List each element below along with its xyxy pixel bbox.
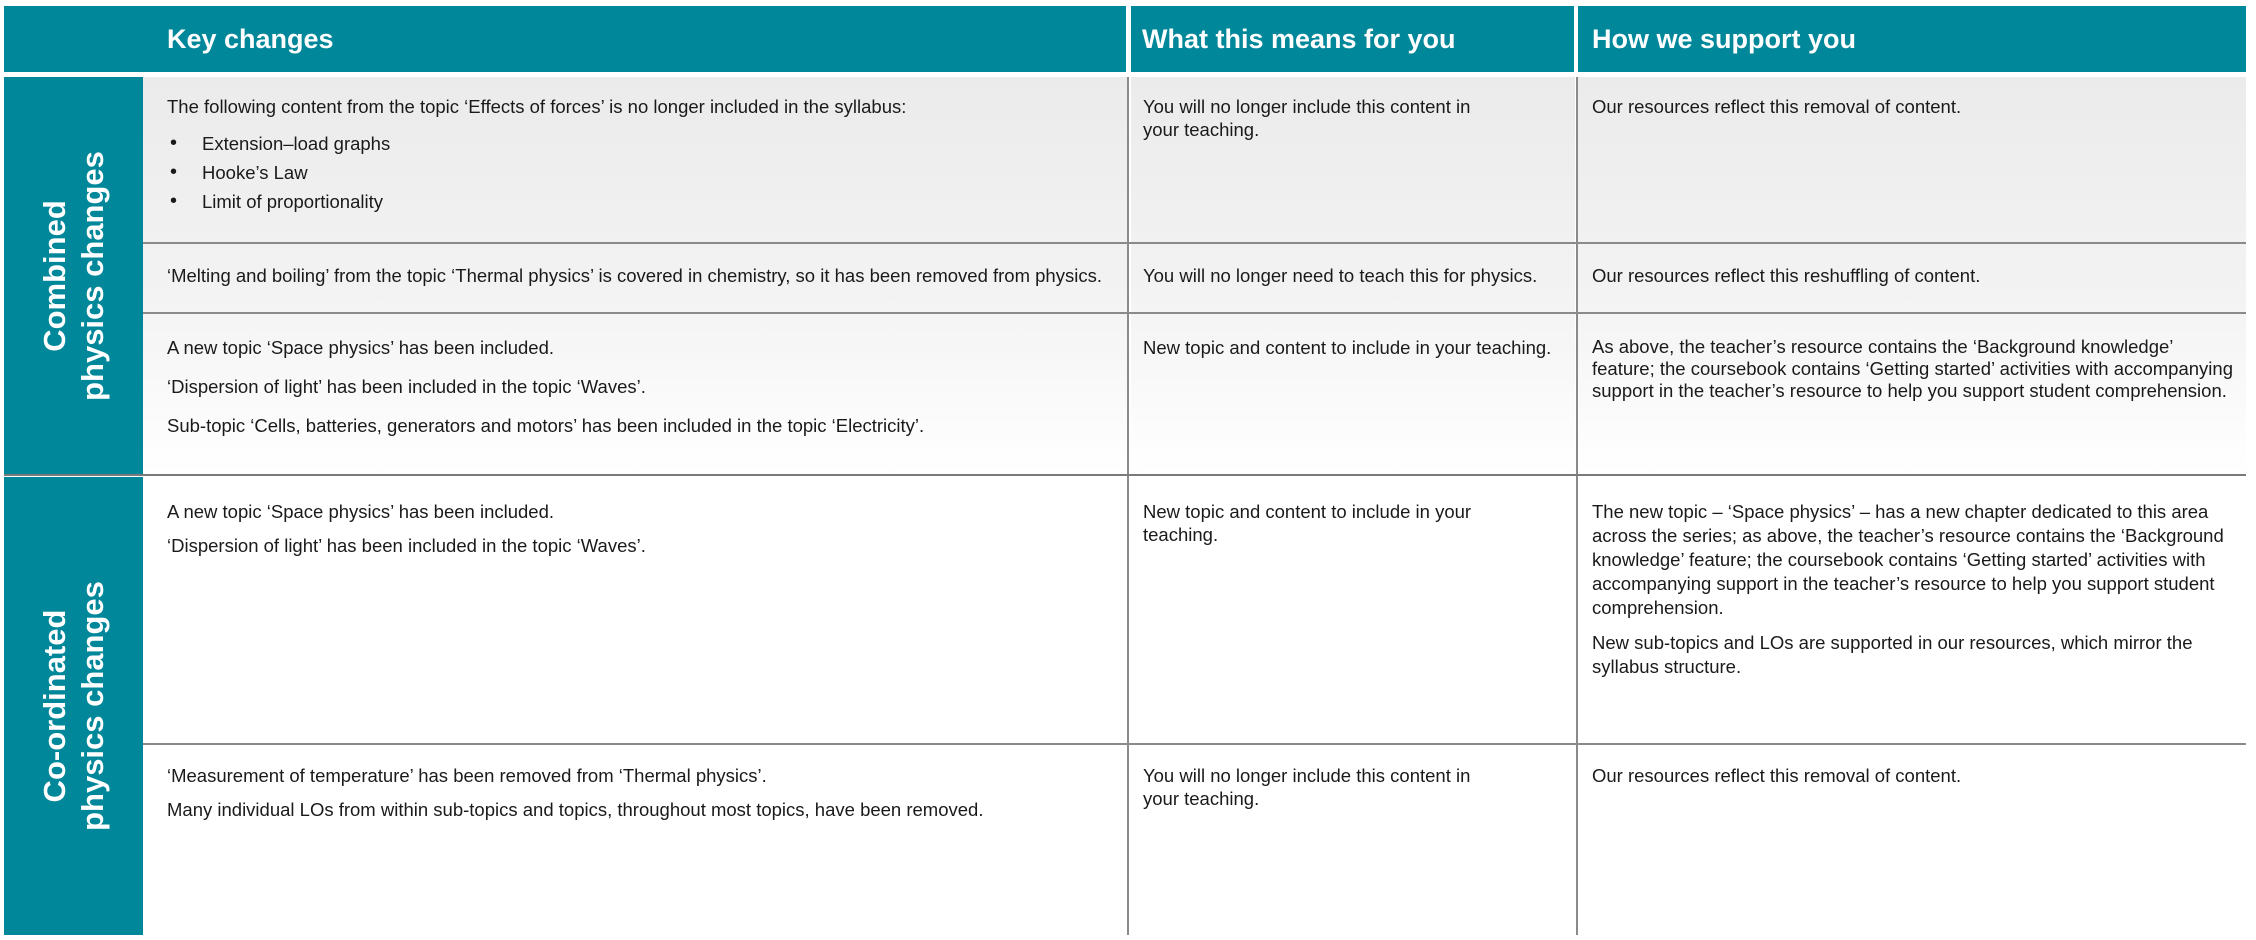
header-how-we-support-label: How we support you	[1592, 23, 1857, 54]
coordinated-row2-paragraph: ‘Measurement of temperature’ has been removed from ‘Thermal physics’.	[167, 765, 767, 786]
combined-row2-support-text: Our resources reflect this reshuffling of content.	[1592, 265, 1981, 286]
coordinated-row2-key-changes	[167, 764, 1122, 836]
combined-row1-means-text: You will no longer include this content in your teaching.	[1143, 96, 1471, 140]
combined-row1-intro: The following content from the topic ‘Effects of forces’ is no longer included in the syllabus:	[167, 96, 907, 117]
combined-row3-how-we-support	[1592, 336, 2238, 417]
coordinated-row2-support-text: Our resources reflect this removal of content.	[1592, 765, 1962, 786]
section-label-combined-line2: physics changes	[74, 151, 110, 401]
combined-row1-bullet-list	[167, 132, 1117, 213]
combined-row1-key-changes	[167, 95, 1117, 219]
coordinated-row1-paragraph: A new topic ‘Space physics’ has been included.	[167, 501, 555, 522]
combined-row3-means-text: New topic and content to include in your teaching.	[1143, 337, 1552, 358]
row-divider-section	[4, 474, 2246, 476]
bullet-item: • Extension–load graphs	[167, 132, 1117, 155]
header-what-this-means-label: What this means for you	[1142, 23, 1456, 54]
column-divider-2-line	[1576, 77, 1578, 935]
coordinated-row2-paragraph: Many individual LOs from within sub-topics and topics, throughout most topics, have been removed.	[167, 799, 984, 820]
coordinated-row1-key-changes	[167, 500, 1122, 572]
row-divider-1	[143, 242, 2246, 244]
combined-row1-what-this-means	[1143, 95, 1503, 156]
section-label-coordinated-line2: physics changes	[74, 581, 110, 831]
bullet-item: • Limit of proportionality	[167, 190, 1117, 213]
combined-row3-support-text: As above, the teacher’s resource contains the ‘Background knowledge’ feature; the coursebook contains ‘Getting started’ activities with accompanying support in the teacher’s resource to help you support student comprehension.	[1592, 336, 2233, 401]
coordinated-row2-how-we-support	[1592, 764, 2232, 802]
combined-row3-paragraph: ‘Dispersion of light’ has been included in the topic ‘Waves’.	[167, 376, 646, 397]
combined-row3-paragraph: Sub-topic ‘Cells, batteries, generators and motors’ has been included in the topic ‘Electricity’.	[167, 415, 925, 436]
combined-row1-support-text: Our resources reflect this removal of content.	[1592, 96, 1962, 117]
section-label-coordinated	[4, 477, 143, 935]
row-divider-2	[143, 312, 2246, 314]
coordinated-row1-how-we-support	[1592, 500, 2238, 694]
combined-row2-what-this-means	[1143, 264, 1568, 302]
combined-row2-key-changes	[167, 264, 1122, 302]
coordinated-row1-support-paragraph: New sub-topics and LOs are supported in our resources, which mirror the syllabus structure.	[1592, 632, 2193, 677]
header-key-changes-label: Key changes	[167, 23, 334, 54]
combined-row3-key-changes	[167, 336, 1122, 452]
coordinated-row1-support-paragraph: The new topic – ‘Space physics’ – has a new chapter dedicated to this area across the series; as above, the teacher’s resource contains the ‘Background knowledge’ feature; the coursebook contains ‘Getting started’ activities with accompanying support in the teacher’s resource to help you support student comprehension.	[1592, 501, 2224, 618]
coordinated-row2-means-text: You will no longer include this content in your teaching.	[1143, 765, 1471, 809]
coordinated-row1-what-this-means	[1143, 500, 1503, 561]
column-divider-1-line	[1127, 77, 1129, 935]
combined-row2-means-text: You will no longer need to teach this for physics.	[1143, 265, 1538, 286]
coordinated-row1-paragraph: ‘Dispersion of light’ has been included in the topic ‘Waves’.	[167, 535, 646, 556]
coordinated-row1-means-text: New topic and content to include in your teaching.	[1143, 501, 1472, 545]
combined-row3-paragraph: A new topic ‘Space physics’ has been included.	[167, 337, 555, 358]
header-how-we-support	[1578, 6, 2246, 72]
section-label-combined	[4, 77, 143, 475]
section-label-coordinated-line1: Co-ordinated	[36, 609, 72, 803]
combined-row3-what-this-means	[1143, 336, 1568, 374]
bullet-item: • Hooke’s Law	[167, 161, 1117, 184]
header-key-changes	[4, 6, 1126, 72]
coordinated-row2-what-this-means	[1143, 764, 1503, 825]
combined-row2-key-text: ‘Melting and boiling’ from the topic ‘Thermal physics’ is covered in chemistry, so it has been removed from physics.	[167, 265, 1102, 286]
combined-row1-how-we-support	[1592, 95, 2232, 133]
section-label-combined-line1: Combined	[36, 200, 72, 352]
header-what-this-means	[1129, 6, 1574, 72]
combined-row2-how-we-support	[1592, 264, 2232, 302]
row-divider-3	[143, 743, 2246, 745]
